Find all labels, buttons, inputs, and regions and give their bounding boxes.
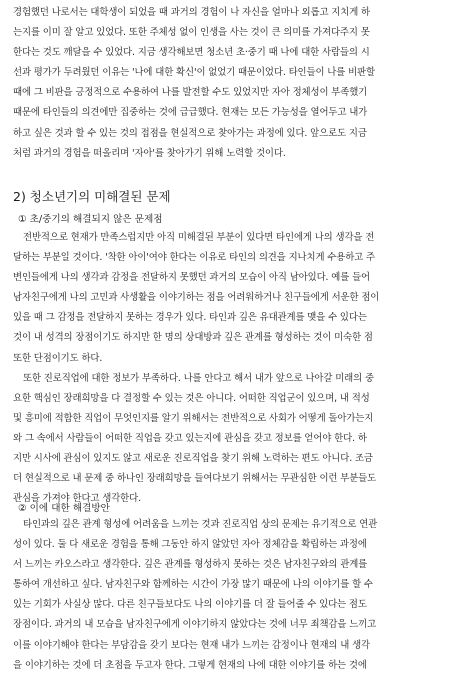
intro-paragraph xyxy=(13,3,449,164)
subsection-title-1: ① 초/중기의 해결되지 않은 문제점 xyxy=(18,214,163,225)
text-line: 타인과의 깊은 관계 형성에 어려움을 느끼는 것과 진로직업 상의 문제는 유기적으로 연관 xyxy=(23,519,378,530)
text-line: 하고 싶은 것과 할 수 있는 것의 접점을 현실적으로 찾아가는 과정에 있다. 앞으로도 지금 xyxy=(13,127,367,139)
text-line: 전반적으로 현재가 만족스럽지만 아직 미해결된 부분이 있다면 타인에게 나의 생각을 전 xyxy=(23,232,375,243)
text-line: 한다는 것도 깨달을 수 있었다. 지금 생각해보면 청소년 초·중기 때 나에 대한 사람들의 시 xyxy=(13,47,370,59)
text-line: 남자친구에게 나의 고민과 사생활을 이야기하는 점을 어려워하거나 친구들에게 서운한 점이 xyxy=(13,292,380,304)
text-line: 및 흥미에 적합한 직업이 무엇인지를 알기 위해서는 전반적으로 사회가 어떻게 돌아가는지 xyxy=(13,412,374,424)
text-line: 처럼 과거의 경험을 떠올리며 '자아'를 찾아가기 위해 노력할 것이다. xyxy=(13,147,286,159)
text-line: 선과 평가가 두려웠던 이유는 '나에 대한 확신'이 없었기 때문이었다. 타인들이 나를 비판할 xyxy=(13,67,375,79)
text-line: 관심을 가져야 한다고 생각한다. xyxy=(13,493,141,505)
text-line: 와 그 속에서 사람들이 어떠한 직업을 갖고 있는지에 관심을 갖고 정보를 얻어야 한다. 하 xyxy=(13,432,367,444)
text-line: 또한 진로직업에 대한 정보가 부족하다. 나를 안다고 해서 내가 앞으로 나아갈 미래의 중 xyxy=(23,372,374,384)
text-line: 서 느끼는 카오스라고 생각한다. 깊은 관계를 형성하지 못하는 것은 남자친구와의 관계를 xyxy=(13,559,368,571)
text-line: 요한 핵심인 장래희망을 다 결정할 수 있는 것은 아니다. 어떠한 직업군이 있으며, 내 적성 xyxy=(13,392,370,404)
text-line: 을 이야기하는 것에 더 초점을 두고자 한다. 그렇게 현재의 나에 대한 이야기를 하는 것에 xyxy=(13,659,367,671)
text-line: 지만 시사에 관심이 있지도 않고 새로운 진로직업을 찾기 위해 노력하는 편도 아니다. 조금 xyxy=(13,453,373,465)
text-line: 때문에 타인들의 의견에만 집중하는 것에 급급했다. 현재는 모든 가능성을 열어두고 내가 xyxy=(13,107,368,119)
text-line: 변인들에게 나의 생각과 감정을 전달하지 못했던 과거의 모습이 아직 남아있다. 예를 들어 xyxy=(13,272,370,284)
text-line: 이를 이야기해야 한다는 부담감을 갖기 보다는 현재 내가 느끼는 감정이나 현재의 내 생각 xyxy=(13,639,370,651)
subsection-1-paragraph xyxy=(13,228,449,509)
text-line: 장점이다. 과거의 내 모습을 남자친구에게 이야기하지 않았다는 것에 너무 죄책감을 느끼고 xyxy=(13,619,377,631)
text-line: 있을 때 그 감정을 전달하지 못하는 경우가 있다. 타인과 깊은 유대관계를 맺을 수 있다는 xyxy=(13,312,367,324)
text-line: 때에 그 비판을 긍정적으로 수용하여 나를 발전할 수도 있었지만 자아 정체성이 부족했기 xyxy=(13,87,368,99)
section-title: 2) 청소년기의 미해결된 문제 xyxy=(13,189,171,204)
text-line: 경험했던 나로서는 대학생이 되었을 때 과거의 경험이 나 자신을 얼마나 외롭고 지치게 하 xyxy=(13,7,370,18)
text-line: 성이 있다. 둘 다 새로운 경험을 통해 그동안 하지 않았던 자아 정체감을 확립하는 과정에 xyxy=(13,539,367,551)
subsection-title-2: ② 이에 대한 해결방안 xyxy=(18,503,110,514)
text-line: 통하여 개선하고 싶다. 남자친구와 함께하는 시간이 가장 많기 때문에 나의 이야기를 할 수 xyxy=(13,579,373,591)
text-line: 있는 기회가 사실상 많다. 다른 친구들보다도 나의 이야기를 더 잘 들어줄 수 있다는 점도 xyxy=(13,599,367,611)
text-line: 또한 단점이기도 하다. xyxy=(13,352,103,364)
subsection-2-paragraph xyxy=(13,515,449,676)
text-line: 것이 내 성격의 장점이기도 하지만 한 명의 상대방과 깊은 관계를 형성하는 것이 미숙한 점 xyxy=(13,332,373,344)
text-line: 달하는 부분일 것이다. '착한 아이'여야 한다는 이유로 타인의 의견을 지나치게 수용하고 주 xyxy=(13,252,375,264)
text-line: 더 현실적으로 내 문제 중 하나인 장래희망을 들여다보기 위해서는 무관심한 이런 부분들도 xyxy=(13,473,377,485)
text-line: 는지를 이미 잘 알고 있었다. 또한 주체성 없이 인생을 사는 것이 큰 의미를 가져다주지 못 xyxy=(13,27,370,39)
